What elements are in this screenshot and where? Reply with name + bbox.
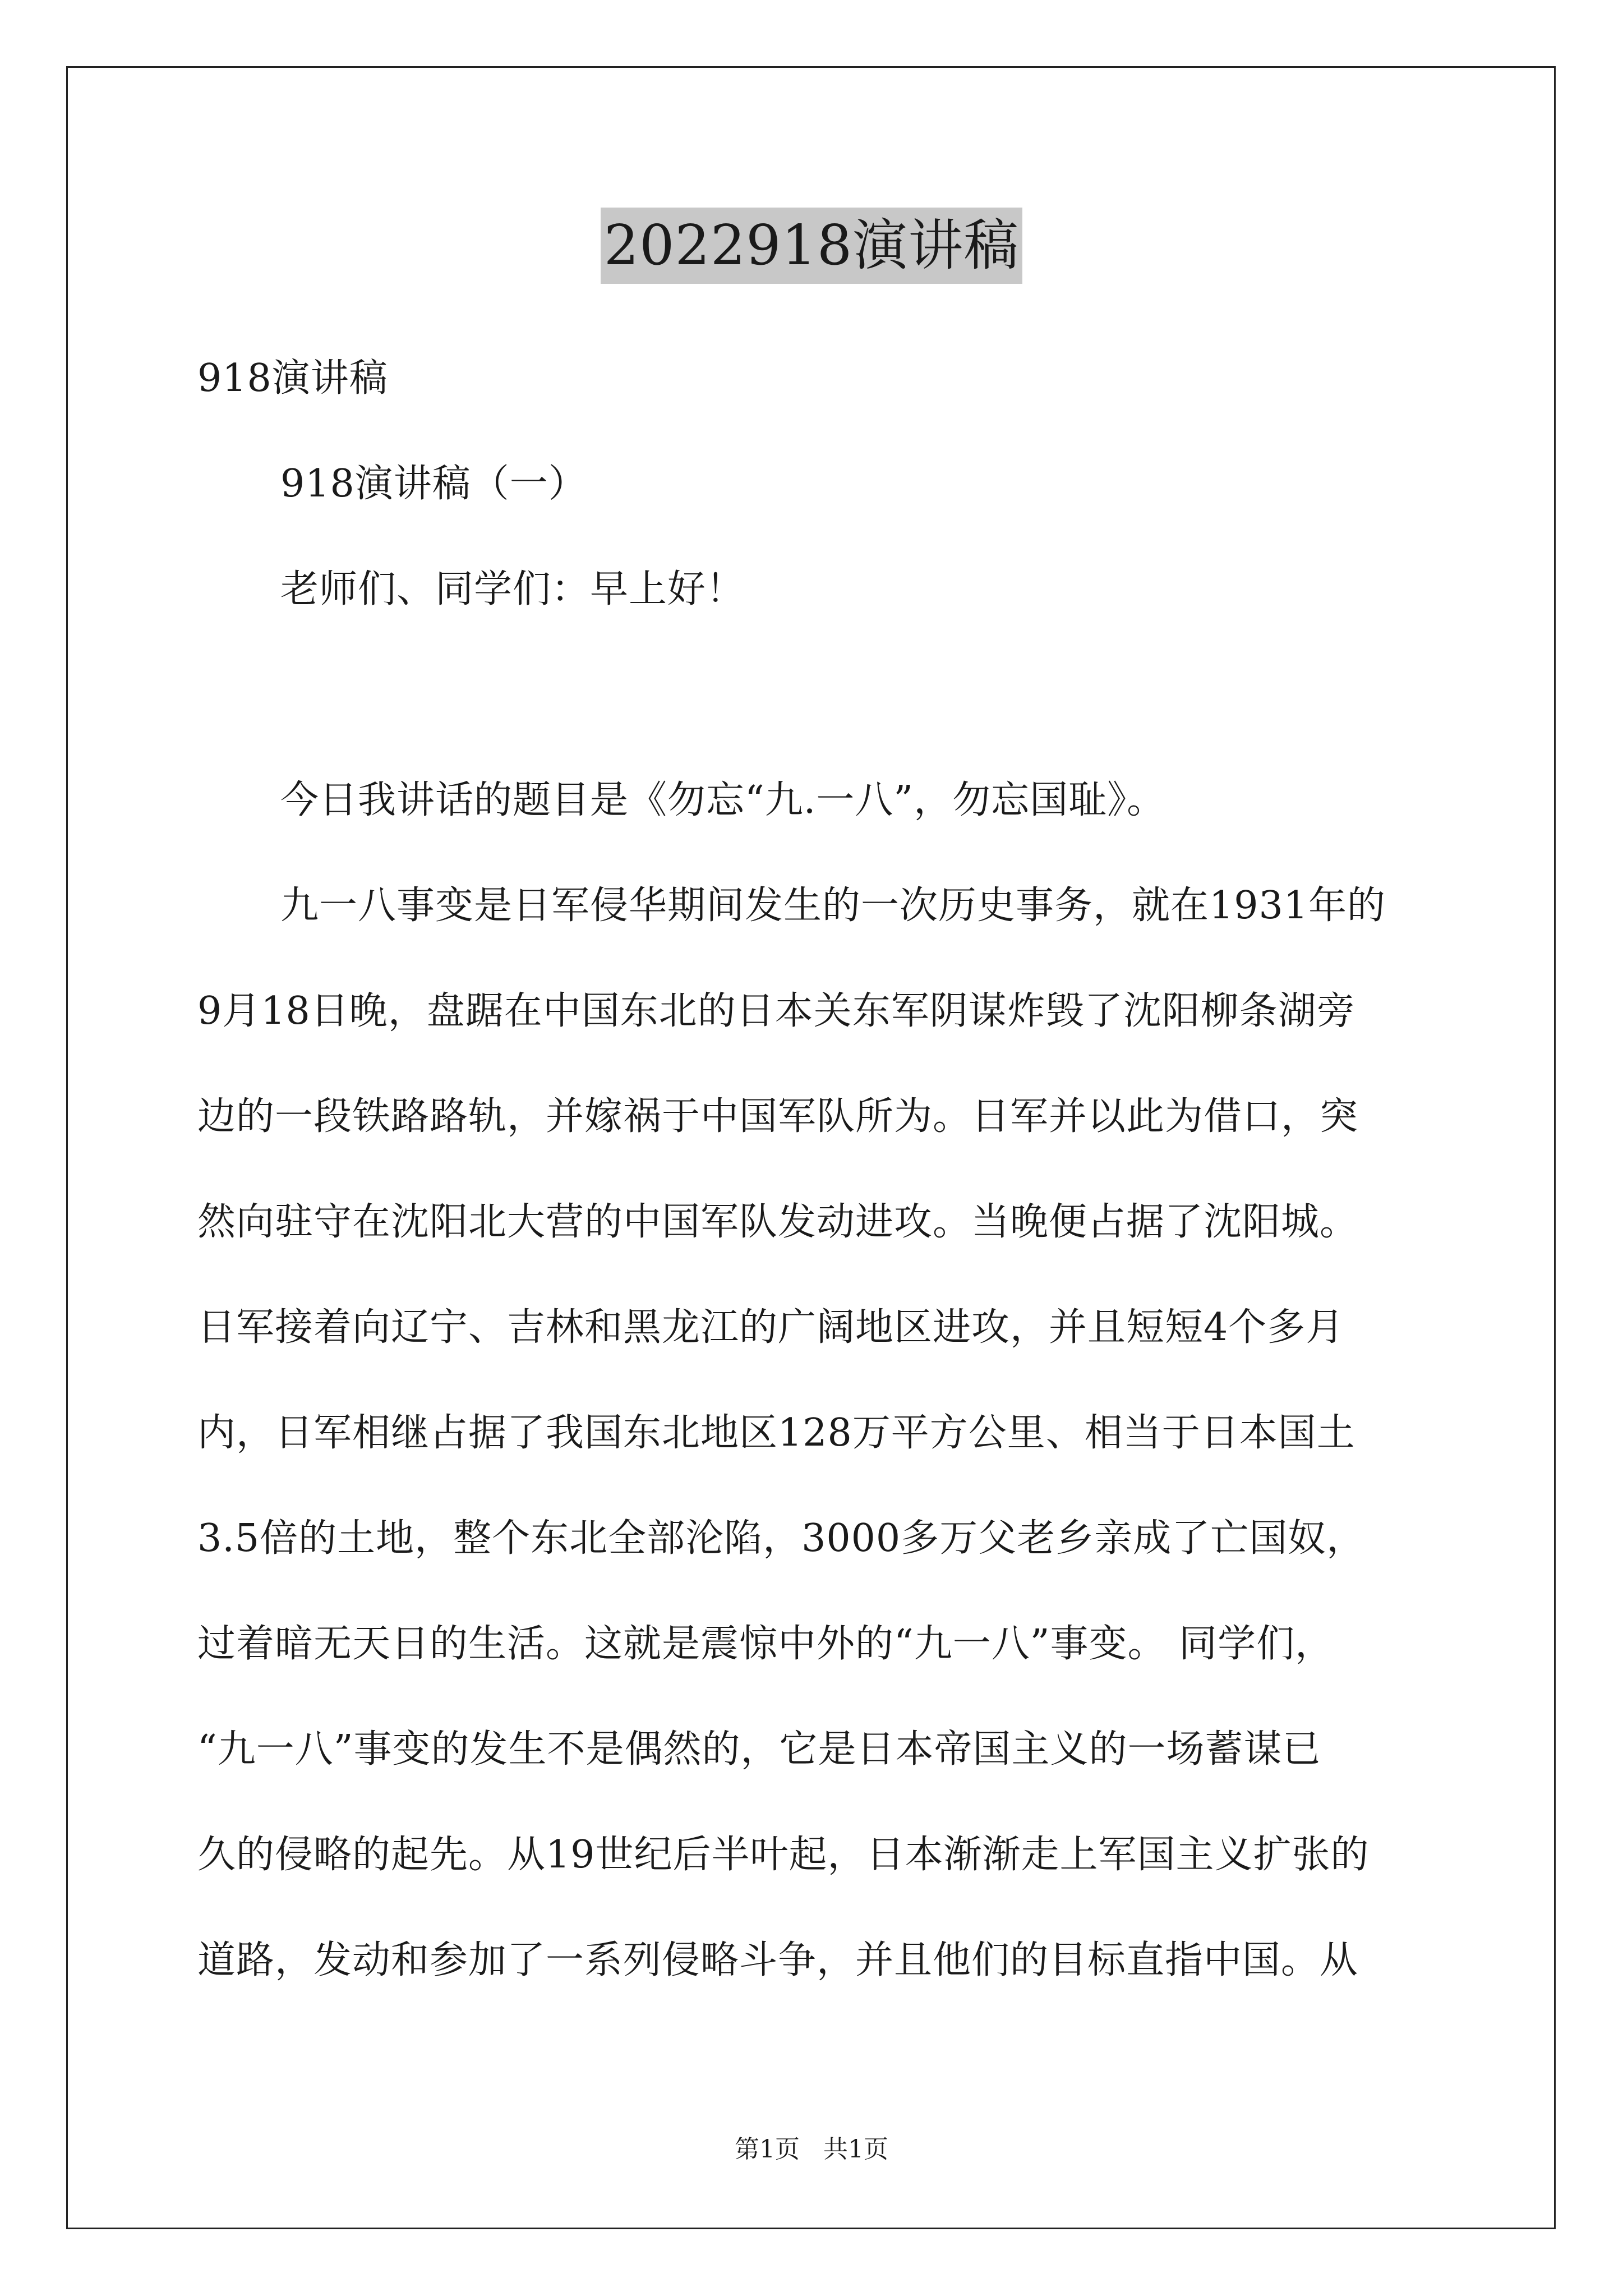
body-line: 内，日军相继占据了我国东北地区128万平方公里、相当于日本国土 [197,1411,1355,1455]
body-line: 久的侵略的起先。从19世纪后半叶起，日本渐渐走上军国主义扩张的 [197,1833,1370,1877]
section-heading: 918演讲稿（一） [280,462,587,506]
body-line: 道路，发动和参加了一系列侵略斗争，并且他们的目标直指中国。从 [197,1938,1359,1982]
document-body [197,339,1459,2027]
subtitle: 918演讲稿 [197,356,388,401]
title-container [0,208,1623,284]
body-line: 日军接着向辽宁、吉林和黑龙江的广阔地区进攻，并且短短4个多月 [197,1305,1345,1350]
body-line: 过着暗无天日的生活。这就是震惊中外的“九一八”事变。 同学们， [197,1622,1334,1666]
page-footer: 第1页 共1页 [735,2135,888,2164]
greeting: 老师们、同学们：早上好！ [280,567,745,611]
topic-line: 今日我讲话的题目是《勿忘“九.一八”，勿忘国耻》。 [280,778,1166,822]
body-line: 边的一段铁路路轨，并嫁祸于中国军队所为。日军并以此为借口，突 [197,1094,1359,1139]
body-line: 3.5倍的土地，整个东北全部沦陷，3000多万父老乡亲成了亡国奴， [197,1516,1366,1561]
body-line: 然向驻守在沈阳北大营的中国军队发动进攻。当晚便占据了沈阳城。 [197,1200,1359,1244]
body-line: 9月18日晚，盘踞在中国东北的日本关东军阴谋炸毁了沈阳柳条湖旁 [197,989,1355,1033]
body-line: 九一八事变是日军侵华期间发生的一次历史事务，就在1931年的 [280,884,1386,928]
body-line: “九一八”事变的发生不是偶然的，它是日本帝国主义的一场蓄谋已 [197,1727,1321,1772]
document-title: 2022918演讲稿 [601,208,1022,284]
